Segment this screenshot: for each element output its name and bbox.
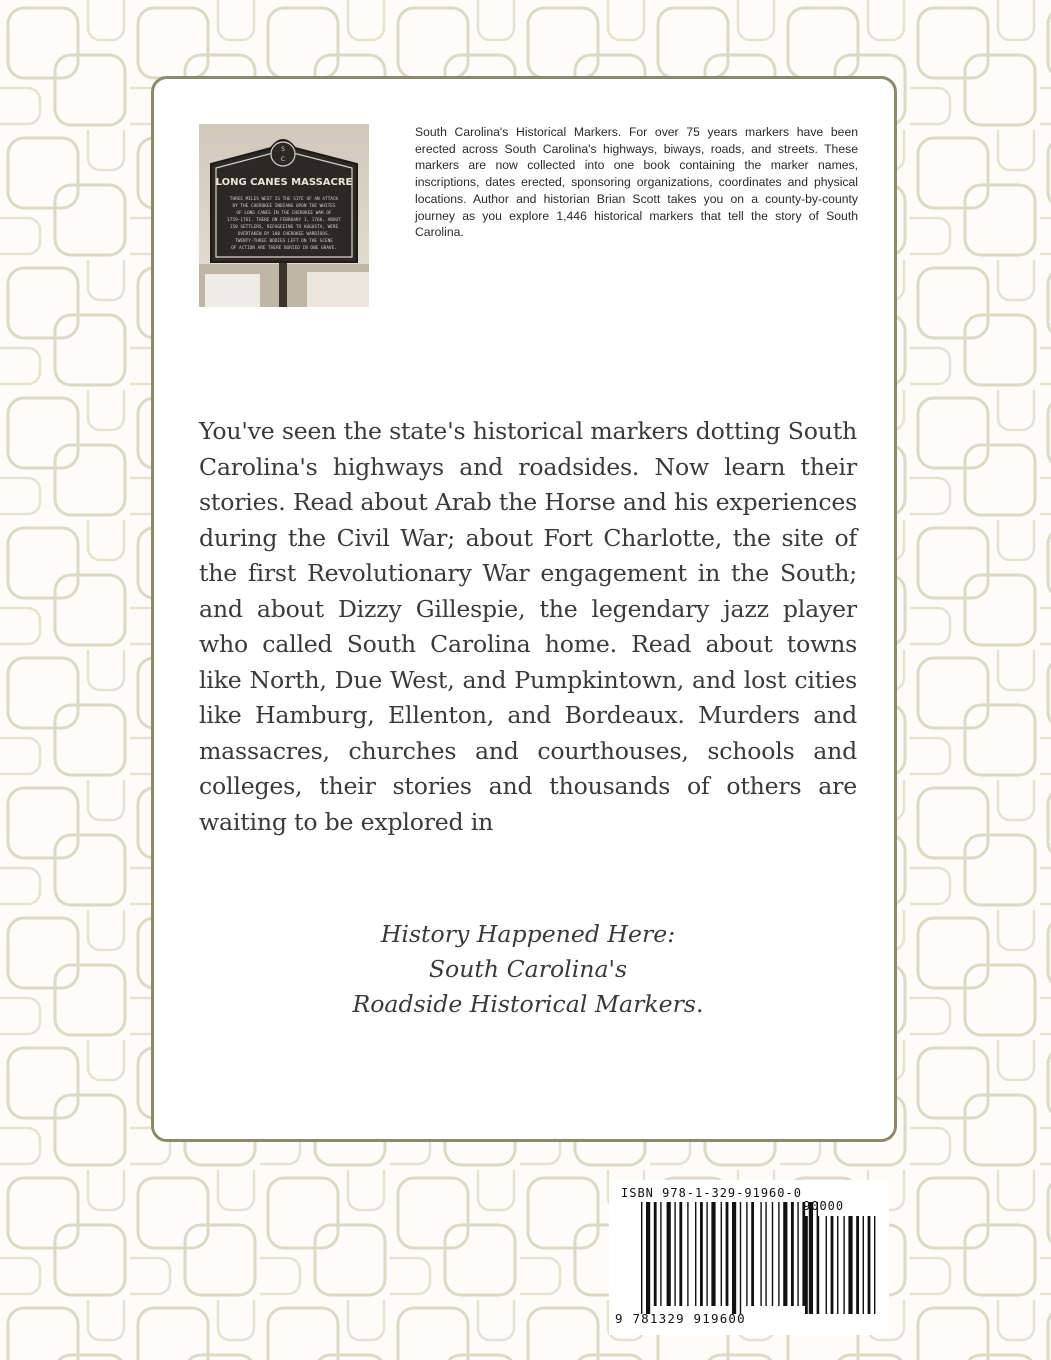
main-paragraph: You've seen the state's historical markers dotting South Carolina's highways and roadsides. Now learn their stories. Read about Arab the Horse and his experiences during the Civil War; about Fort Charlotte, the site of the first Revolutionary War engagement in the South; and about Dizzy Gillespie, the legendary jazz player who called South Carolina home. Read about towns like North, Due West, and Pumpkintown, and lost cities like Hamburg, Ellenton, and Bordeaux. Murders and massacres, churches and courthouses, schools and colleges, their stories and thousands of others are waiting to be explored in	[199, 417, 857, 836]
marker-seal-bottom: C	[280, 156, 286, 163]
marker-inscription-line: OVERTAKEN BY 100 CHEROKEE WARRIORS.	[237, 232, 331, 237]
marker-inscription-line: BY THE CHEROKEE INDIANS UPON THE WHITES	[232, 204, 336, 209]
price-code: 90000	[803, 1199, 845, 1213]
marker-inscription-line: THREE MILES WEST IS THE SITE OF AN ATTACK	[229, 197, 339, 202]
marker-inscription-line: 1759-1761. THERE ON FEBRUARY 1, 1760, ABOUT	[227, 218, 341, 223]
content-panel	[151, 76, 897, 1142]
marker-inscription-line: 150 SETTLERS, REFUGEEING TO AUGUSTA, WERE	[229, 225, 339, 230]
book-title-line-1: History Happened Here:	[380, 920, 676, 948]
barcode-digits: 9 781329 919600	[615, 1311, 746, 1326]
marker-seal-top: S	[281, 146, 285, 153]
book-title-line-2: South Carolina's	[428, 955, 628, 983]
isbn-label: ISBN 978-1-329-91960-0	[621, 1186, 802, 1200]
marker-inscription-line: OF ACTION ARE THERE BURIED IN ONE GRAVE.	[231, 246, 337, 251]
marker-inscription-line: OF LONG CANES IN THE CHEROKEE WAR OF	[236, 211, 332, 216]
marker-title: LONG CANES MASSACRE	[215, 177, 353, 188]
marker-inscription-line: TWENTY-THREE BODIES LEFT ON THE SCENE	[235, 239, 333, 244]
isbn-barcode	[609, 1180, 889, 1335]
book-title-line-3: Roadside Historical Markers.	[352, 990, 704, 1018]
book-title	[199, 917, 857, 1022]
intro-paragraph: South Carolina's Historical Markers. For over 75 years markers have been erected across South Carolina's highways, biways, roads, and streets. These markers are now collected into one book containing the marker names, inscriptions, dates erected, sponsoring organizations, coordinates and physical locations. Author and historian Brian Scott takes you on a county-by-county journey as you explore 1,446 historical markers that tell the story of South Carolina.	[415, 125, 858, 240]
historical-marker-photo	[199, 124, 369, 307]
